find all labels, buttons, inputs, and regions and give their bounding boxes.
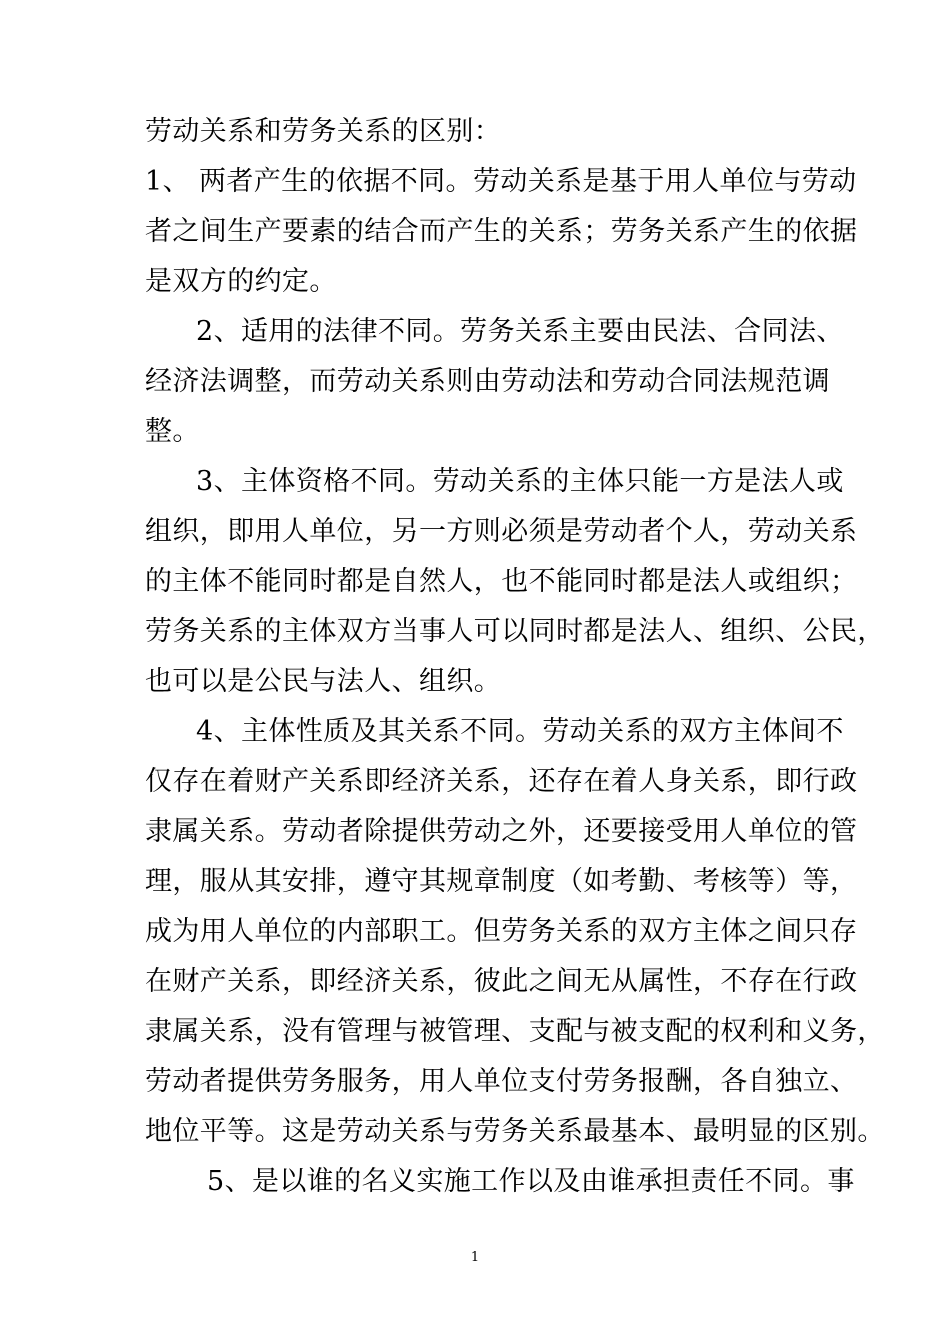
paragraph-4-line-3: 隶属关系。劳动者除提供劳动之外，还要接受用人单位的管 [145,816,858,847]
paragraph-3-line-5: 也可以是公民与法人、组织。 [145,666,502,697]
paragraph-2-line-2: 经济法调整，而劳动关系则由劳动法和劳动合同法规范调 [145,366,830,397]
paragraph-3-line-4: 劳务关系的主体双方当事人可以同时都是法人、组织、公民， [145,616,885,647]
paragraph-3-line-3: 的主体不能同时都是自然人，也不能同时都是法人或组织； [145,566,858,597]
paragraph-1-line-2: 者之间生产要素的结合而产生的关系；劳务关系产生的依据 [145,216,858,247]
paragraph-4-line-5: 成为用人单位的内部职工。但劳务关系的双方主体之间只存 [145,916,858,947]
paragraph-4-line-9: 地位平等。这是劳动关系与劳务关系最基本、最明显的区别。 [145,1116,885,1147]
paragraph-4-line-8: 劳动者提供劳务服务，用人单位支付劳务报酬，各自独立、 [145,1066,858,1097]
paragraph-1-line-3: 是双方的约定。 [145,266,337,297]
paragraph-4-line-4: 理，服从其安排，遵守其规章制度（如考勤、考核等）等， [145,866,858,897]
paragraph-3-line-1: 3、主体资格不同。劳动关系的主体只能一方是法人或 [196,466,844,497]
paragraph-4-line-1: 4、主体性质及其关系不同。劳动关系的双方主体间不 [196,716,844,747]
paragraph-4-line-2: 仅存在着财产关系即经济关系，还存在着人身关系，即行政 [145,766,858,797]
paragraph-4-line-6: 在财产关系，即经济关系，彼此之间无从属性，不存在行政 [145,966,858,997]
paragraph-2-line-1: 2、适用的法律不同。劳务关系主要由民法、合同法、 [196,316,844,347]
document-title: 劳动关系和劳务关系的区别： [145,116,502,147]
paragraph-3-line-2: 组织，即用人单位，另一方则必须是劳动者个人，劳动关系 [145,516,858,547]
paragraph-2-line-3: 整。 [145,416,200,447]
paragraph-5-line-1: 5、是以谁的名义实施工作以及由谁承担责任不同。事 [207,1166,855,1197]
paragraph-1-line-1: 1、 两者产生的依据不同。劳动关系是基于用人单位与劳动 [145,166,857,197]
page-number: 1 [470,1250,480,1265]
paragraph-4-line-7: 隶属关系，没有管理与被管理、支配与被支配的权利和义务， [145,1016,885,1047]
